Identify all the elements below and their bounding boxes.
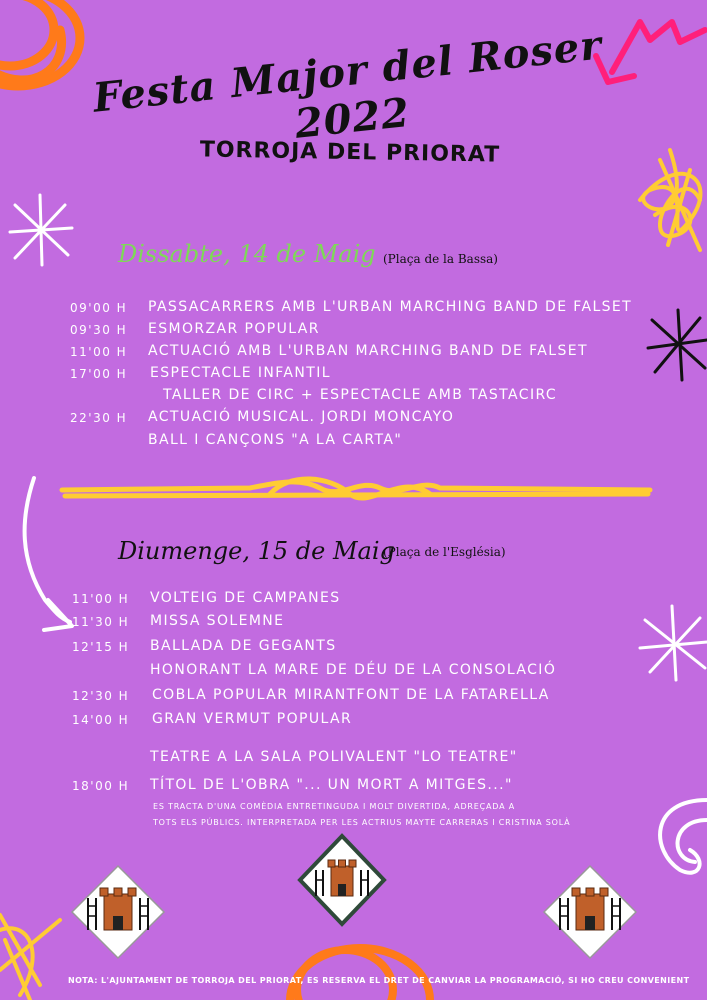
- sat-event-3-text: ACTUACIÓ AMB L'URBAN MARCHING BAND DE FALSET: [148, 343, 588, 359]
- page-subtitle: TORROJA DEL PRIORAT: [199, 137, 501, 168]
- sat-event-4-time: 17'00 H: [70, 367, 128, 381]
- play-description-line-1: ES TRACTA D'UNA COMÈDIA ENTRETINGUDA I MOLT DIVERTIDA, ADREÇADA A: [153, 802, 515, 811]
- sun-event-5-time: 12'30 H: [72, 689, 130, 703]
- sun-event-1-time: 11'00 H: [72, 592, 130, 606]
- black-star-icon: [648, 310, 707, 380]
- sun-event-7-text: TEATRE A LA SALA POLIVALENT "LO TEATRE": [150, 749, 518, 765]
- sun-event-2-text: MISSA SOLEMNE: [150, 613, 285, 629]
- yellow-scribble-right: [640, 150, 700, 250]
- saturday-place: (Plaça de la Bassa): [383, 252, 498, 266]
- sat-event-1-time: 09'00 H: [70, 301, 128, 315]
- sat-event-5-text: TALLER DE CIRC + ESPECTACLE AMB TASTACIRC: [163, 387, 558, 403]
- white-arrow-icon: [25, 478, 72, 630]
- white-star-icon: [640, 606, 707, 680]
- sat-event-1-text: PASSACARRERS AMB L'URBAN MARCHING BAND DE FALSET: [148, 299, 633, 315]
- sun-event-3-text: BALLADA DE GEGANTS: [150, 638, 337, 654]
- coat-of-arms-right-icon: [544, 866, 636, 958]
- sat-event-2-time: 09'30 H: [70, 323, 128, 337]
- yellow-divider: [62, 479, 650, 498]
- sat-event-7-text: BALL I CANÇONS "A LA CARTA": [148, 432, 403, 448]
- sat-event-6-text: ACTUACIÓ MUSICAL. JORDI MONCAYO: [148, 409, 455, 425]
- orange-scribble-bottom: [290, 948, 430, 1000]
- footer-note: NOTA: L'AJUNTAMENT DE TORROJA DEL PRIORAT, ES RESERVA EL DRET DE CANVIAR LA PROGRAMACIÓ, SI HO CREU CONVENIENT: [68, 976, 690, 985]
- sun-event-3-time: 12'15 H: [72, 640, 130, 654]
- sun-event-4-text: HONORANT LA MARE DE DÉU DE LA CONSOLACIÓ: [150, 662, 557, 678]
- page-title: Festa Major del Roser 2022: [90, 21, 605, 148]
- sun-event-2-time: 11'30 H: [72, 615, 130, 629]
- sat-event-4-text: ESPECTACLE INFANTIL: [150, 365, 331, 381]
- sat-event-3-time: 11'00 H: [70, 345, 128, 359]
- coat-of-arms-center-icon: [300, 836, 384, 924]
- saturday-title: Dissabte, 14 de Maig: [118, 240, 376, 268]
- sun-event-8-time: 18'00 H: [72, 779, 130, 793]
- sun-event-8-text: TÍTOL DE L'OBRA "... UN MORT A MITGES...": [150, 777, 513, 793]
- play-description-line-2: TOTS ELS PÚBLICS. INTERPRETADA PER LES ACTRIUS MAYTE CARRERAS I CRISTINA SOLÀ: [153, 818, 571, 827]
- sun-event-6-time: 14'00 H: [72, 713, 130, 727]
- coat-of-arms-left-icon: [72, 866, 164, 958]
- orange-scribble-top-left: [0, 0, 80, 86]
- sunday-place: (Plaça de l'Església): [383, 545, 506, 559]
- white-star-icon: [10, 195, 72, 265]
- sun-event-5-text: COBLA POPULAR MIRANTFONT DE LA FATARELLA: [152, 687, 550, 703]
- sun-event-1-text: VOLTEIG DE CAMPANES: [150, 590, 341, 606]
- sat-event-6-time: 22'30 H: [70, 411, 128, 425]
- white-swirl: [660, 800, 707, 873]
- sunday-title: Diumenge, 15 de Maig: [118, 537, 395, 565]
- sun-event-6-text: GRAN VERMUT POPULAR: [152, 711, 353, 727]
- yellow-scribble-bottom-left: [0, 915, 60, 1000]
- sat-event-2-text: ESMORZAR POPULAR: [148, 321, 320, 337]
